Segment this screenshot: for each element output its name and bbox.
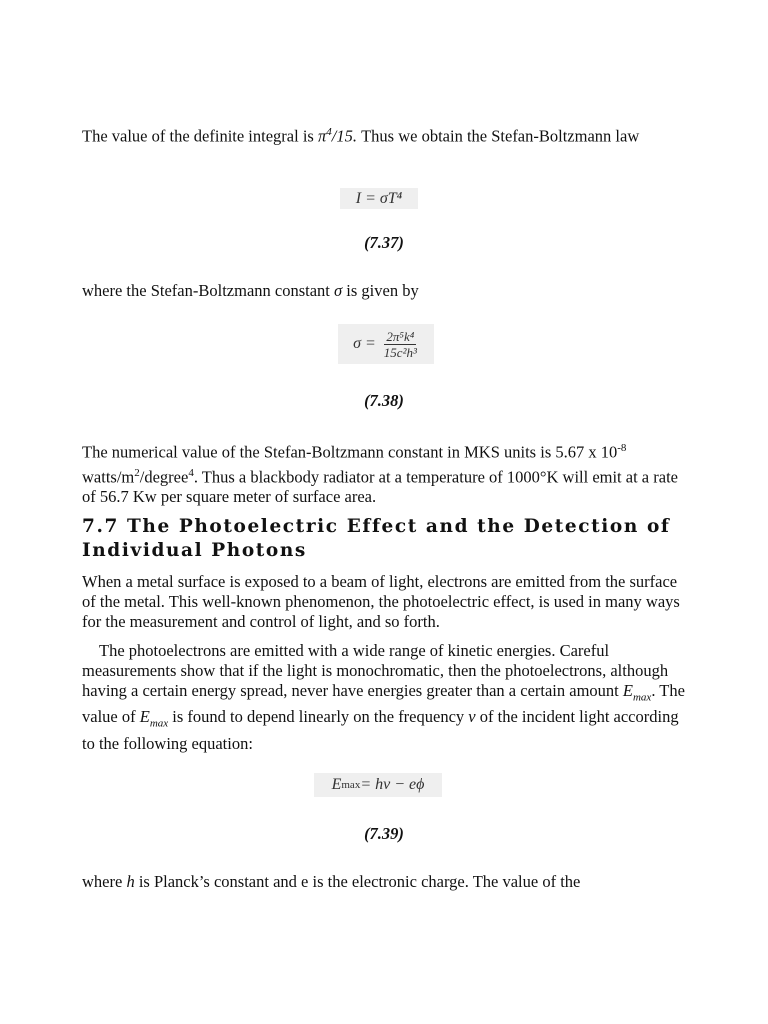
fraction-denominator: 15c²h³ (383, 344, 417, 360)
fraction (382, 329, 419, 360)
equation-7-37 (340, 188, 418, 209)
exponent: -8 (617, 442, 627, 454)
exponent: 4 (326, 126, 332, 138)
text-run: Thus we obtain the Stefan-Boltzmann law (356, 126, 640, 146)
emax-symbol: E (622, 681, 633, 700)
text-run: is given by (342, 281, 419, 300)
text-run: where the Stefan-Boltzmann constant (82, 281, 335, 300)
text-run: watts/m (82, 467, 135, 486)
equation-lhs: σ = (353, 335, 376, 352)
paragraph-photoelectric-intro: When a metal surface is exposed to a beam of light, electrons are emitted from the surface of the metal. This well-known phenomenon, the photoelectric effect, is used in many ways for the measurement and control of light, and so forth. (82, 572, 680, 631)
equation-label-7-39: (7.39) (364, 824, 404, 843)
section-heading: 7.7 The Photoelectric Effect and the Detection of Individual Photons (82, 516, 671, 561)
text-run: of the incident light according to the following equation: (82, 707, 679, 753)
text-run: is found to depend linearly on the frequency (168, 707, 469, 727)
text-run: where (82, 872, 127, 891)
frequency-symbol: v (468, 707, 476, 727)
equation-text: I = σT⁴ (355, 189, 403, 207)
text-run: . The value of (82, 681, 685, 727)
paragraph-photoelectrons (82, 641, 686, 754)
text-run: The photoelectrons are emitted with a wide range of kinetic energies. Careful measurements show that if the light is monochromatic, then the photoelectrons, although having a certain energy spread, never have energies greater than a certain amount (82, 641, 669, 700)
fraction-numerator: 2π⁵k⁴ (386, 328, 415, 344)
pi-symbol: π (317, 126, 327, 146)
equation-text: E (331, 776, 342, 793)
text-run: The value of the definite integral is (82, 126, 318, 146)
equation-7-39 (314, 773, 442, 797)
text-run: /15. (331, 126, 357, 146)
paragraph-planck (82, 872, 686, 892)
paragraph-integral (82, 122, 686, 147)
text-run: is Planck’s constant and e is the electronic charge. The value of the (134, 872, 581, 891)
planck-symbol: h (126, 872, 135, 891)
equation-text: = hν − eϕ (360, 776, 425, 793)
exponent: 2 (134, 466, 140, 479)
sigma-symbol: σ (334, 281, 343, 300)
exponent: 4 (188, 466, 194, 479)
emax-symbol: E (139, 707, 150, 727)
text-run: The numerical value of the Stefan-Boltzmann constant in MKS units is 5.67 x 10 (82, 442, 618, 462)
equation-label-7-37: (7.37) (364, 233, 404, 252)
emax-subscript: max (149, 717, 169, 730)
text-run: /degree (139, 467, 189, 486)
equation-subscript: max (341, 779, 361, 791)
emax-subscript: max (632, 691, 652, 704)
paragraph-sigma (82, 281, 686, 301)
equation-label-7-38: (7.38) (364, 391, 404, 410)
paragraph-numerical-value (82, 438, 686, 507)
text-run: . Thus a blackbody radiator at a temperature of 1000°K will emit at a rate of 56.7 Kw per square meter of surface area. (82, 467, 678, 506)
equation-7-38 (338, 324, 434, 364)
